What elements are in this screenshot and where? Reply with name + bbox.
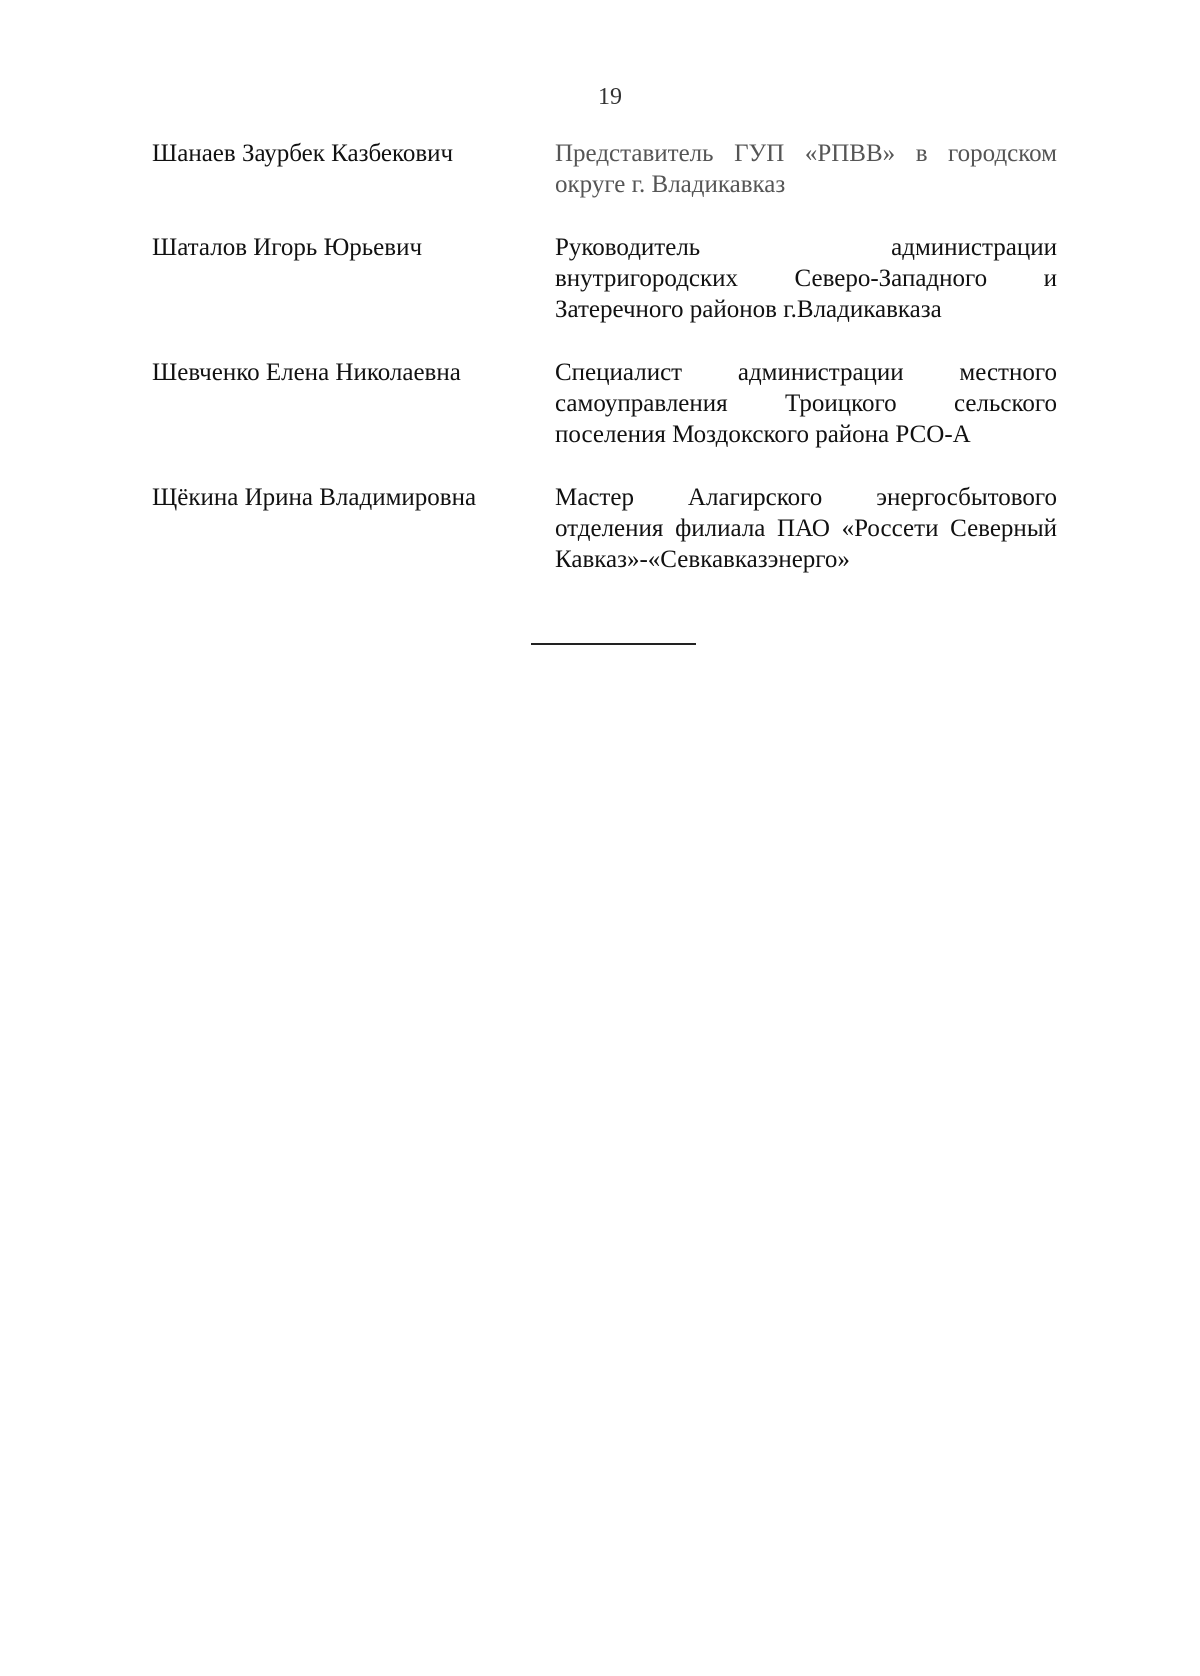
member-entry — [152, 138, 1057, 200]
member-entry — [152, 482, 1057, 575]
member-role: Мастер Алагирского энергосбытового отделения филиала ПАО «Россети Северный Кавказ»-«Севкавказэнерго» — [555, 484, 1057, 573]
member-role: Специалист администрации местного самоуправления Троицкого сельского поселения Моздокского района РСО-А — [555, 359, 1057, 448]
member-list — [152, 138, 1057, 607]
member-role: Представитель ГУП «РПВВ» в городском округе г. Владикавказ — [555, 140, 1057, 198]
member-role: Руководитель администрации внутригородских Северо-Западного и Затеречного районов г.Владикавказа — [555, 234, 1057, 323]
member-name: Шанаев Заурбек Казбекович — [152, 140, 454, 167]
closing-divider — [531, 643, 696, 645]
member-entry — [152, 357, 1057, 450]
member-name: Шевченко Елена Николаевна — [152, 359, 461, 386]
page-number: 19 — [598, 84, 622, 110]
member-entry — [152, 232, 1057, 325]
member-name: Шаталов Игорь Юрьевич — [152, 234, 423, 261]
member-name: Щёкина Ирина Владимировна — [152, 484, 477, 511]
